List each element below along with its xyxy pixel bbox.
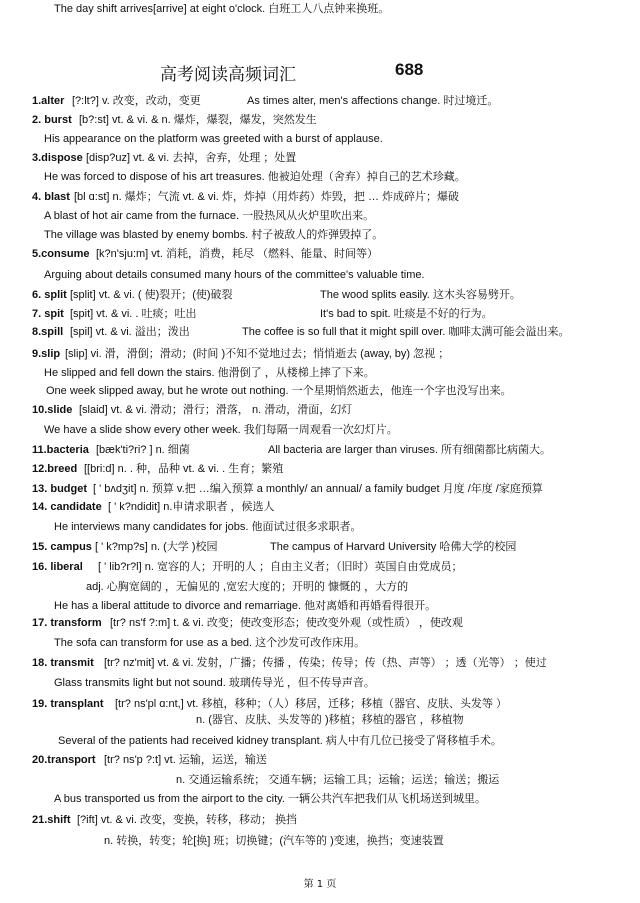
entry-text: As times alter, men's affections change. 时过境迁。	[247, 95, 499, 107]
entry-text: The village was blasted by enemy bombs. 村子被敌人的炸弹毁掉了。	[44, 229, 384, 241]
entry-text: [ ' k?ndidit] n.申请求职者 ，候选人	[108, 501, 275, 513]
title-text: 高考阅读高频词汇	[160, 65, 296, 85]
text-line	[0, 558, 640, 576]
text-line	[0, 460, 640, 478]
text-line	[0, 0, 640, 18]
headword: 5.consume	[32, 248, 90, 260]
entry-text: [?:lt?] v. 改变，改动，变更	[72, 95, 201, 107]
entry-text: n. (器官、皮肤、头发等的 )移植；移植的器官 ，移植物	[196, 714, 464, 726]
text-line	[0, 711, 640, 729]
headword: 14. candidate	[32, 501, 102, 513]
text-line	[0, 498, 640, 516]
headword: 7. spit	[32, 308, 64, 320]
entry-text: The sofa can transform for use as a bed. 这个沙发可改作床用。	[54, 637, 366, 649]
entry-text: [?ift] vt. & vi. 改变，变换，转移，移动； 换挡	[77, 814, 298, 826]
headword: 8.spill	[32, 326, 64, 338]
entry-text: [slaid] vt. & vi. 滑动；滑行；滑落， n. 滑动，滑面，幻灯	[79, 404, 353, 416]
text-line	[0, 538, 640, 556]
text-line	[0, 614, 640, 632]
page-footer: 第 1 页	[303, 879, 337, 890]
text-line	[0, 149, 640, 167]
entry-text: His appearance on the platform was greeted with a burst of applause.	[44, 133, 383, 145]
headword: 21.shift	[32, 814, 71, 826]
text-line	[0, 790, 640, 808]
entry-text: n. 转换，转变；轮[换] 班；切换键；(汽车等的 )变速，换挡；变速装置	[104, 835, 444, 847]
text-line	[0, 401, 640, 419]
entry-text: We have a slide show every other week. 我们每隔一周观看一次幻灯片。	[44, 424, 398, 436]
headword: 1.alter	[32, 95, 65, 107]
entry-text: A bus transported us from the airport to the city. 一辆公共汽车把我们从飞机场送到城里。	[54, 793, 486, 805]
entry-text: The campus of Harvard University 哈佛大学的校园	[270, 541, 517, 553]
text-line	[0, 364, 640, 382]
headword: 18. transmit	[32, 657, 94, 669]
text-line	[0, 130, 640, 148]
entry-text: Several of the patients had received kidney transplant. 病人中有几位已接受了肾移植手术。	[58, 735, 502, 747]
entry-text: [spil] vt. & vi. 溢出；泼出	[70, 326, 190, 338]
text-line	[0, 634, 640, 652]
text-line	[0, 286, 640, 304]
text-line	[0, 751, 640, 769]
text-line	[0, 345, 640, 363]
entry-text: [bæk'ti?ri? ] n. 细菌	[96, 444, 190, 456]
entry-text: n. 交通运输系统； 交通车辆；运输工具；运输；运送；输送；搬运	[176, 774, 500, 786]
text-line	[0, 480, 640, 498]
headword: 2. burst	[32, 114, 72, 126]
text-line	[0, 674, 640, 692]
entry-text: adj. 心胸宽阔的 ，无偏见的 ,宽宏大度的；开明的 慷慨的 ，大方的	[86, 581, 409, 593]
text-line	[0, 441, 640, 459]
entry-text: [slip] vi. 滑，滑倒；滑动；(时间 )不知不觉地过去；悄悄逝去 (away, by) 忽视 ；	[65, 348, 450, 360]
text-line	[0, 832, 640, 850]
entry-text: The wood splits easily. 这木头容易劈开。	[320, 289, 521, 301]
entry-text: It's bad to spit. 吐痰是不好的行为。	[320, 308, 493, 320]
entry-text: One week slipped away, but he wrote out nothing. 一个星期悄然逝去，他连一个字也没写出来。	[46, 385, 512, 397]
entry-text: The day shift arrives[arrive] at eight o'clock. 白班工人八点钟来换班。	[54, 3, 390, 15]
entry-text: He has a liberal attitude to divorce and remarriage. 他对离婚和再婚看得很开。	[54, 600, 437, 612]
text-line	[0, 654, 640, 672]
headword: 3.dispose	[32, 152, 83, 164]
text-line	[0, 266, 640, 284]
headword: 12.breed	[32, 463, 78, 475]
headword: 10.slide	[32, 404, 73, 416]
text-line	[0, 811, 640, 829]
entry-text: [bl ɑ:st] n. 爆炸；气流 vt. & vi. 炸，炸掉（用炸药）炸毁，把 … 炸成碎片；爆破	[74, 191, 460, 203]
text-line	[0, 207, 640, 225]
entry-text: [ ' lib?r?l] n. 宽容的人；开明的人 ；自由主义者；（旧时）英国自由党成员；	[98, 561, 463, 573]
entry-text: The coffee is so full that it might spill over. 咖啡太满可能会溢出来。	[242, 326, 570, 338]
text-line	[0, 771, 640, 789]
entry-text: [tr? nz'mit] vt. & vi. 发射，广播；传播 ，传染；传导；传（热、声等） ；透（光等） ；使过	[104, 657, 547, 669]
text-line	[0, 226, 640, 244]
headword: 11.bacteria	[32, 444, 89, 456]
entry-text: All bacteria are larger than viruses. 所有细菌都比病菌大。	[268, 444, 552, 456]
headword: 9.slip	[32, 348, 61, 360]
entry-text: [k?n'sju:m] vt. 消耗，消费，耗尽 （燃料、能量、时间等）	[96, 248, 379, 260]
headword: 4. blast	[32, 191, 70, 203]
entry-text: He interviews many candidates for jobs. 他面试过很多求职者。	[54, 521, 362, 533]
entry-text: [b?:st] vt. & vi. & n. 爆炸，爆裂，爆发，突然发生	[79, 114, 317, 126]
entry-text: Arguing about details consumed many hours of the committee's valuable time.	[44, 269, 425, 281]
text-line	[0, 245, 640, 263]
entry-text: [[bri:d] n. . 种，品种 vt. & vi. . 生育；繁殖	[84, 463, 284, 475]
headword: 13. budget	[32, 483, 88, 495]
text-line	[0, 382, 640, 400]
entry-text: [ ' k?mp?s] n. (大学 )校园	[95, 541, 218, 553]
text-line	[0, 168, 640, 186]
entry-text: [tr? ns'p ?:t] vt. 运输，运送，输送	[104, 754, 267, 766]
entry-text: He slipped and fell down the stairs. 他滑倒了 ，从楼梯上摔了下来。	[44, 367, 375, 379]
headword: 16. liberal	[32, 561, 83, 573]
text-line	[0, 305, 640, 323]
entry-text: Glass transmits light but not sound. 玻璃传导光 ，但不传导声音。	[54, 677, 375, 689]
entry-text: [disp?uz] vt. & vi. 去掉，舍弃，处理 ；处置	[86, 152, 297, 164]
text-line	[0, 92, 640, 110]
entry-text: [tr? ns'f ?:m] t. & vi. 改变；使改变形态；使改变外观（或性质） ，使改观	[110, 617, 463, 629]
document-title	[0, 60, 640, 84]
headword: 17. transform	[32, 617, 102, 629]
text-line	[0, 111, 640, 129]
entry-text: A blast of hot air came from the furnace. 一股热风从火炉里吹出来。	[44, 210, 375, 222]
text-line	[0, 188, 640, 206]
text-line	[0, 421, 640, 439]
text-line	[0, 518, 640, 536]
headword: 6. split	[32, 289, 67, 301]
headword: 15. campus	[32, 541, 92, 553]
text-line	[0, 323, 640, 341]
entry-text: [spit] vt. & vi. . 吐痰；吐出	[70, 308, 197, 320]
title-number: 688	[395, 60, 424, 79]
entry-text: [ ' bʌdʒit] n. 预算 v.把 …编入预算 a monthly/ an annual/ a family budget 月度 /年度 /家庭预算	[93, 483, 543, 495]
text-line	[0, 732, 640, 750]
text-line	[0, 597, 640, 615]
headword: 20.transport	[32, 754, 96, 766]
entry-text: [tr? ns'pl ɑ:nt,] vt. 移植，移种；（人）移居，迁移；移植（器官、皮肤、头发等 ）	[115, 698, 508, 710]
text-line	[0, 578, 640, 596]
headword: 19. transplant	[32, 698, 104, 710]
entry-text: He was forced to dispose of his art treasures. 他被迫处理（舍弃）掉自己的艺术珍藏。	[44, 171, 466, 183]
entry-text: [split] vt. & vi. ( 使)裂开；(使)破裂	[70, 289, 233, 301]
